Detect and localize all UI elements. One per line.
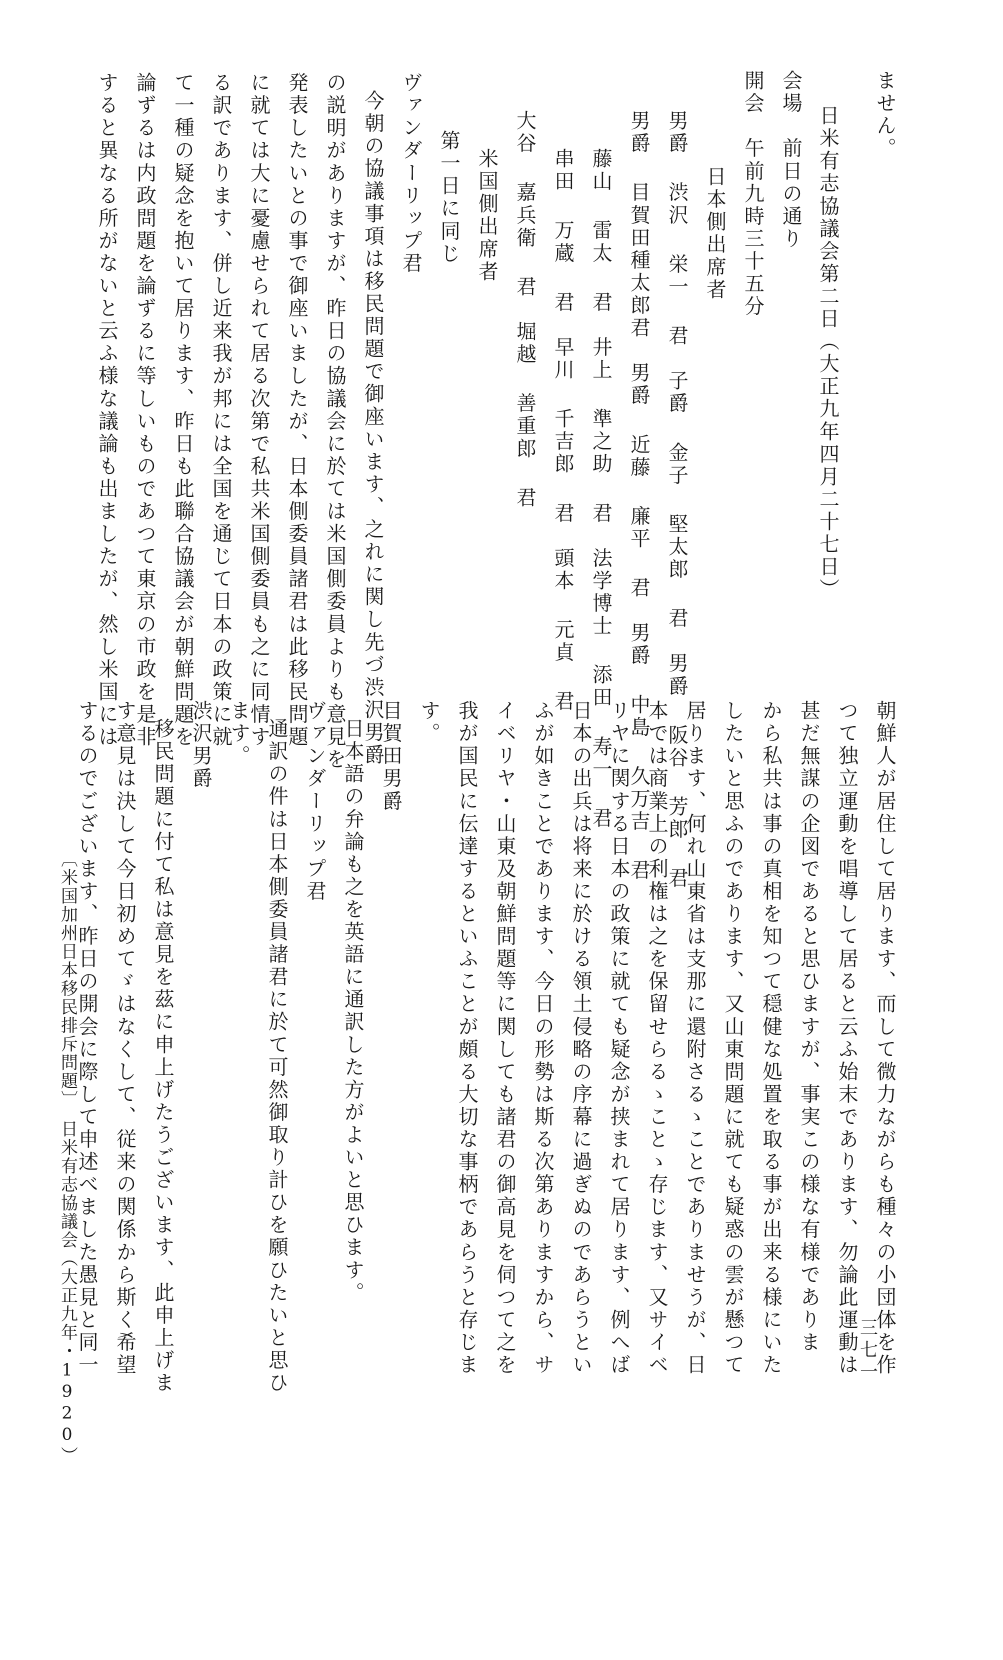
text-column: 米国側出席者 [475, 148, 499, 284]
text-column: 串田 万蔵 君 早川 千吉郎 君 頭本 元貞 君 [551, 148, 575, 714]
text-column: 大谷 嘉兵衛 君 堀越 善重郎 君 [513, 110, 537, 510]
text-column: 日本の出兵は将来に於ける領土侵略の序幕に過ぎぬのであらうとい [569, 700, 593, 1377]
text-column: 甚だ無謀の企図であると思ひますが、事実この様な有様でありま [797, 700, 821, 1354]
text-column: から私共は事の真相を知つて穏健な処置を取る事が出来る様にいた [759, 700, 783, 1377]
text-column: したいと思ふのであります、又山東問題に就ても疑惑の雲が懸つて [721, 700, 745, 1377]
text-column: 我が国民に伝達するといふことが頗る大切な事柄であらうと存じま [455, 700, 479, 1377]
text-column: 男爵 目賀田種太郎君 男爵 近藤 廉平 君 男爵 中島 久万吉 君 [627, 110, 651, 883]
text-column: 日米有志協議会第二日（大正九年四月二十七日） [816, 105, 840, 602]
text-column: の説明がありますが、昨日の協議会に於ては米国側委員よりも意見を [323, 72, 347, 772]
text-column: 居ります、何れ山東省は支那に還附さるゝことでありませうが、日 [683, 700, 707, 1377]
text-column: 第一日に同じ [437, 130, 461, 266]
text-column: 会場 前日の通り [779, 70, 803, 251]
text-column: リヤに関する日本の政策に就ても疑念が挟まれて居ります、例へば [607, 700, 631, 1377]
text-column: 通訳の件は日本側委員諸君に於て可然御取り計ひを願ひたいと思ひ [265, 718, 289, 1395]
text-column: す意見は決して今日初めてゞはなくして、従来の関係から斯く希望 [113, 700, 137, 1377]
text-column: ます。 [227, 700, 251, 768]
text-column: するのでございます、昨日の開会に際して申述べました愚見と同一 [75, 700, 99, 1377]
text-column: 論ずるは内政問題を論ずるに等しいものであつて東京の市政を是非 [133, 72, 157, 749]
text-column: つて独立運動を唱導して居ると云ふ始末であります、勿論此運動は [835, 700, 859, 1377]
text-column: に就ては大に憂慮せられて居る次第で私共米国側委員も之に同情す [247, 72, 271, 749]
text-column: 発表したいとの事で御座いましたが、日本側委員諸君は此移民問題 [285, 72, 309, 749]
text-column: 日本側出席者 [703, 166, 727, 302]
text-column: 今朝の協議事項は移民問題で御座います、之れに関し先づ渋沢男爵 [361, 90, 385, 767]
text-column: 朝鮮人が居住して居ります、而して微力ながらも種々の小団体を作 [873, 700, 897, 1377]
text-column: イベリヤ・山東及朝鮮問題等に関しても諸君の御高見を伺つて之を [493, 700, 517, 1377]
text-column: 開会 午前九時三十五分 [741, 70, 765, 319]
text-column: る訳であります、併し近来我が邦には全国を通じて日本の政策に就 [209, 72, 233, 749]
text-column: ヴァンダーリップ君 [399, 72, 423, 275]
text-column: 渋沢男爵 [189, 700, 213, 791]
footer-section-label: 〔米国加州日本移民排斥問題〕 [57, 850, 77, 1109]
footer-title: 日米有志協議会（大正九年・1920） [57, 1120, 77, 1465]
text-column: ふが如きことであります、今日の形勢は斯る次第ありますから、サ [531, 700, 555, 1377]
text-column: て一種の疑念を抱いて居ります、昨日も此聯合協議会が朝鮮問題を [171, 72, 195, 749]
text-column: 日本語の弁論も之を英語に通訳した方がよいと思ひます。 [341, 718, 365, 1305]
text-column: 男爵 渋沢 栄一 君 子爵 金子 堅太郎 君 男爵 阪谷 芳郎 君 [665, 110, 689, 891]
text-column: 本では商業上の利権は之を保留せらるゝことゝ存じます、又サイベ [645, 700, 669, 1377]
text-column: す。 [417, 700, 441, 746]
text-column: すると異なる所がないと云ふ様な議論も出ましたが、然し米国には [95, 72, 119, 749]
text-column: 目賀田男爵 [379, 700, 403, 813]
text-column: 移民問題に付て私は意見を茲に申上げたうございます、此申上げま [151, 718, 175, 1395]
text-column: ヴァンダーリップ君 [303, 700, 327, 903]
text-column: ません。 [873, 70, 897, 161]
page-number: 三七一 [857, 1318, 878, 1384]
text-column: 藤山 雷太 君 井上 準之助 君 法学博士 添田 寿一 君 [589, 148, 613, 830]
